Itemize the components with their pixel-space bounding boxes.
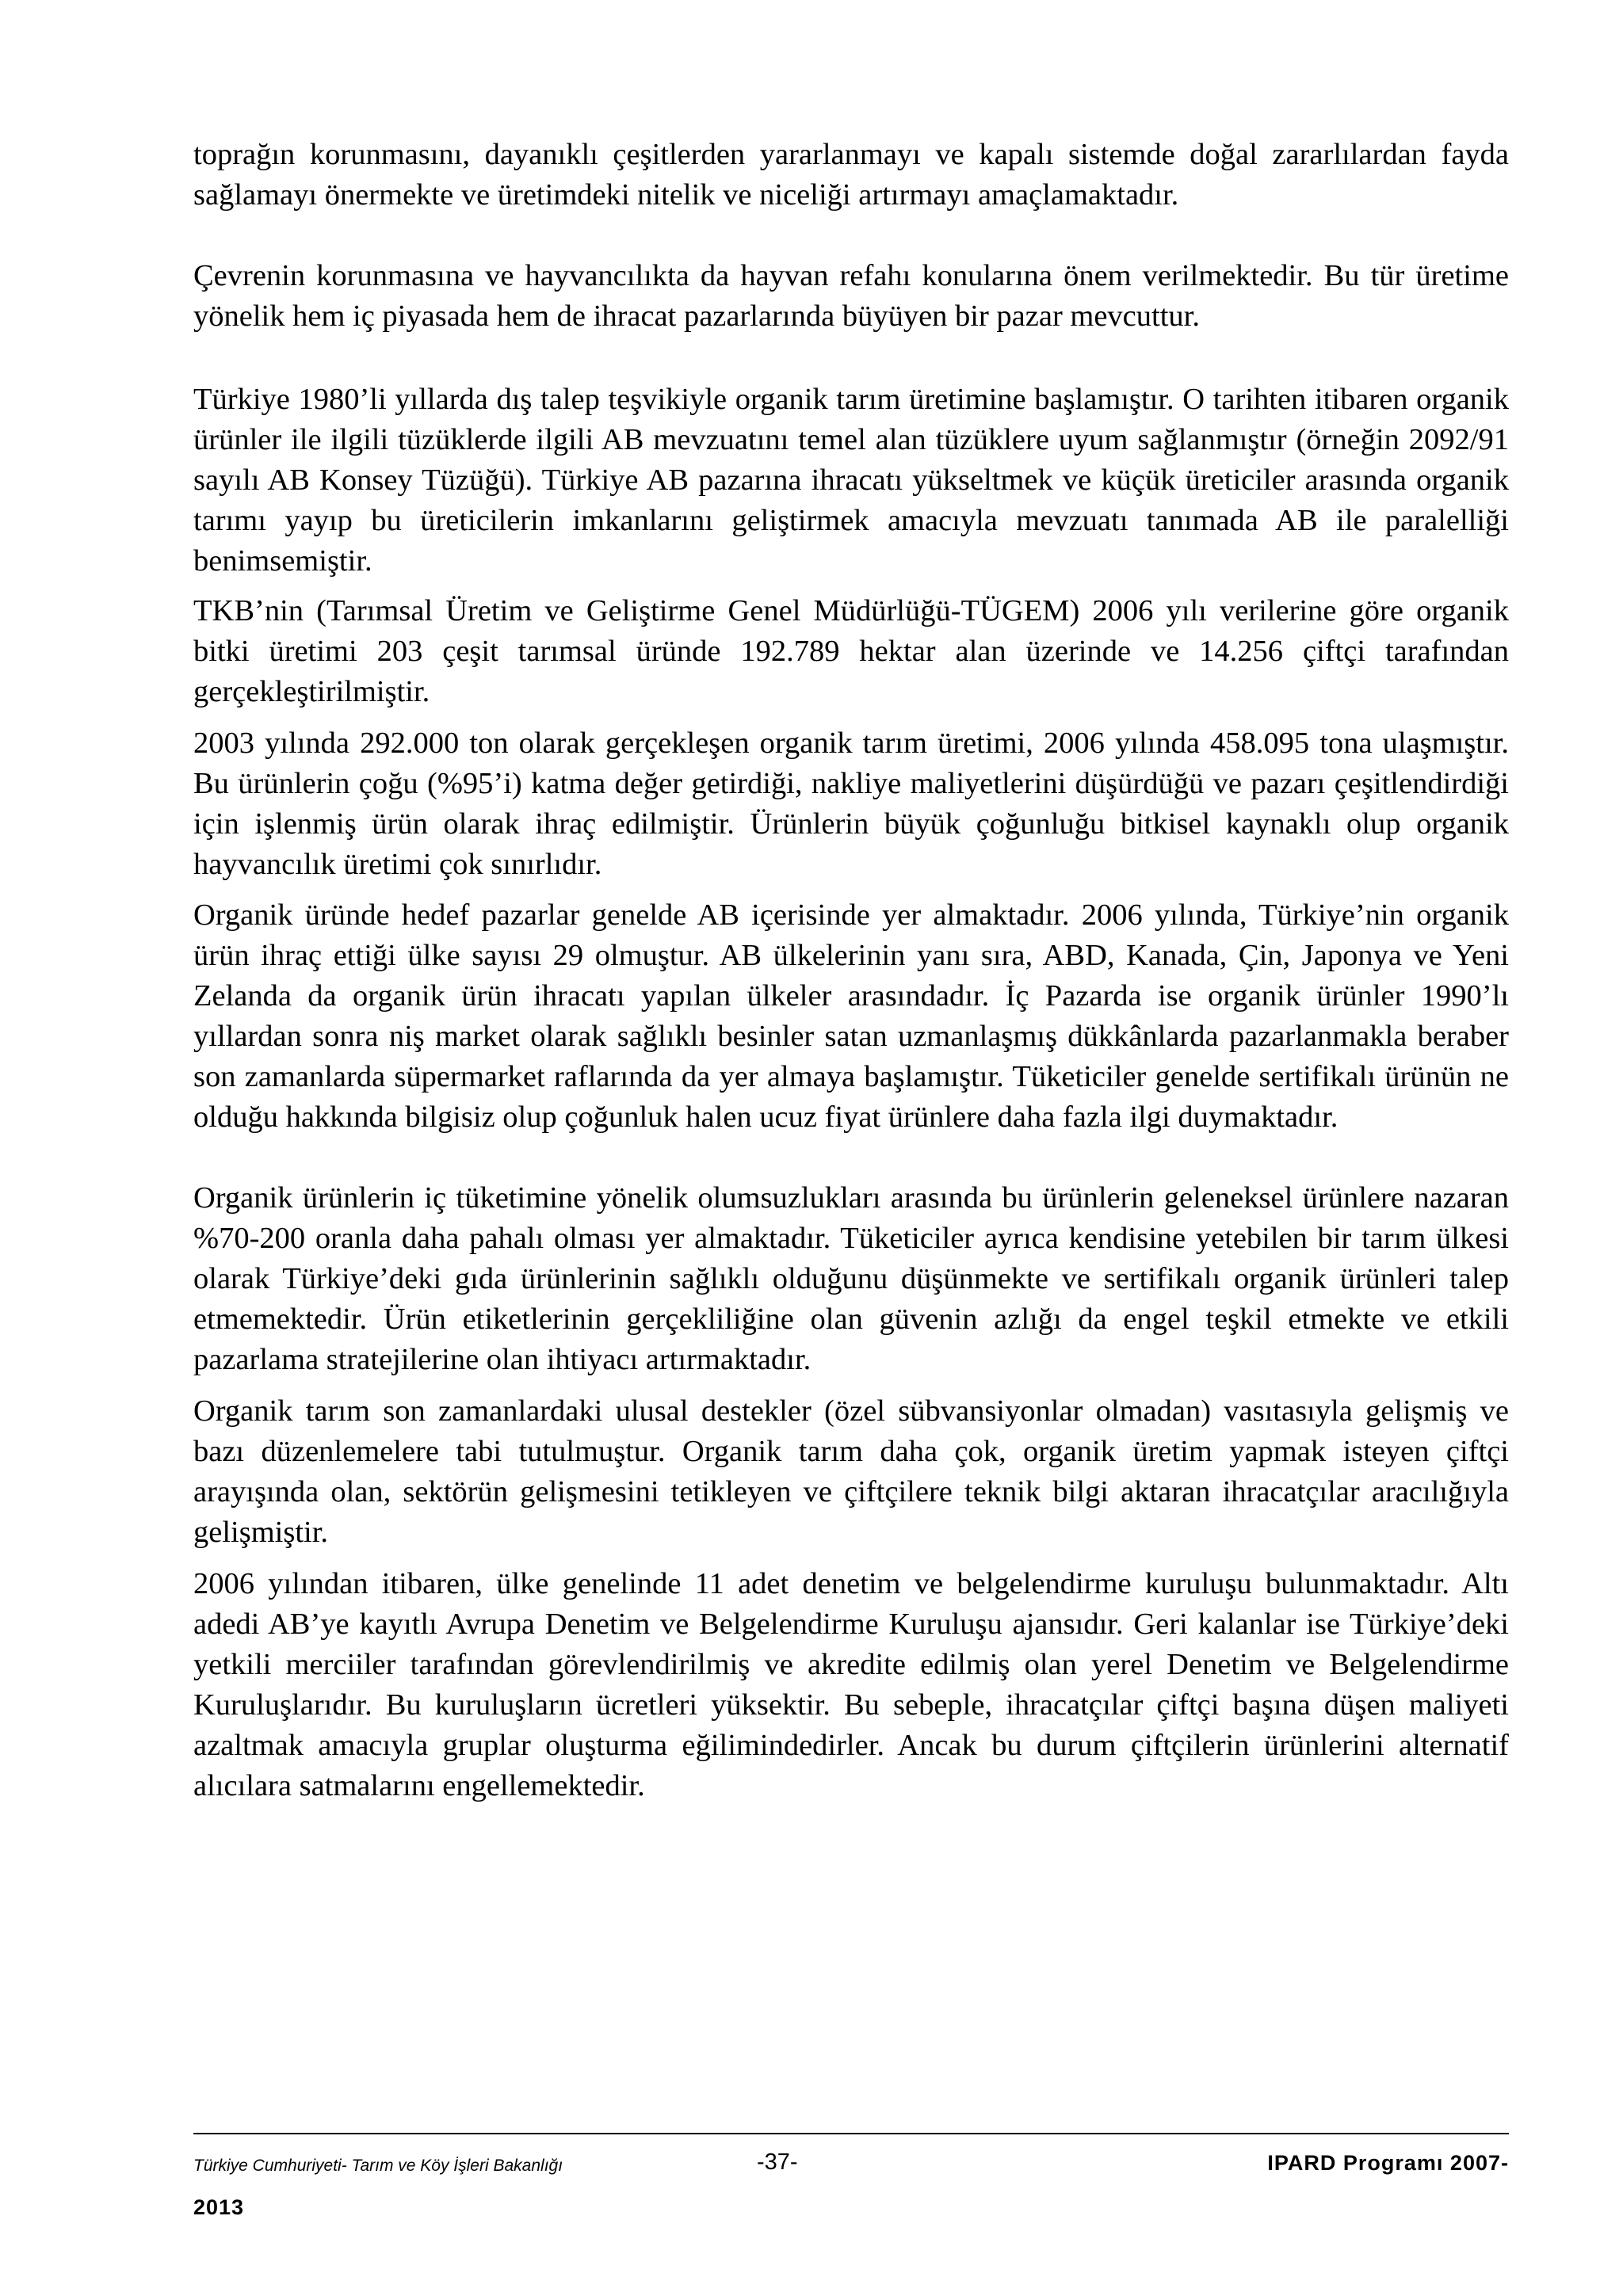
footer-ministry: Türkiye Cumhuriyeti- Tarım ve Köy İşleri Bakanlığı — [193, 2157, 563, 2175]
footer-divider — [193, 2133, 1509, 2134]
paragraph-1: toprağın korunmasını, dayanıklı çeşitlerden yararlanmayı ve kapalı sistemde doğal zararlılardan fayda sağlamayı önermekte ve üretimdeki nitelik ve niceliği artırmayı amaçlamaktadır. — [193, 138, 1509, 212]
page-body — [193, 135, 1509, 1806]
paragraph-7: Organik ürünlerin iç tüketimine yönelik olumsuzlukları arasında bu ürünlerin geleneksel ürünlere nazaran %70-200 oranla daha pahalı olması yer almaktadır. Tüketiciler ayrıca kendisine yetebilen bir tarım ülkesi olarak Türkiye’deki gıda ürünlerinin sağlıklı olduğunu düşünmekte ve sertifikalı organik ürünleri talep etmemektedir. Ürün etiketlerinin gerçekliliğine olan güvenin azlığı da engel teşkil etmekte ve etkili pazarlama stratejilerine olan ihtiyacı artırmaktadır. — [193, 1181, 1509, 1376]
paragraph-4: TKB’nin (Tarımsal Üretim ve Geliştirme Genel Müdürlüğü-TÜGEM) 2006 yılı verilerine göre organik bitki üretimi 203 çeşit tarımsal üründe 192.789 hektar alan üzerinde ve 14.256 çiftçi tarafından gerçekleştirilmiştir. — [193, 594, 1509, 708]
paragraph-5: 2003 yılında 292.000 ton olarak gerçekleşen organik tarım üretimi, 2006 yılında 458.095 tona ulaşmıştır. Bu ürünlerin çoğu (%95’i) katma değer getirdiği, nakliye maliyetlerini düşürdüğü ve pazarı çeşitlendirdiği için işlenmiş ürün olarak ihraç edilmiştir. Ürünlerin büyük çoğunluğu bitkisel kaynaklı olup organik hayvancılık üretimi çok sınırlıdır. — [193, 727, 1509, 881]
paragraph-2: Çevrenin korunmasına ve hayvancılıkta da hayvan refahı konularına önem verilmektedir. Bu tür üretime yönelik hem iç piyasada hem de ihracat pazarlarında büyüyen bir pazar mevcuttur. — [193, 259, 1509, 333]
paragraph-3: Türkiye 1980’li yıllarda dış talep teşvikiyle organik tarım üretimine başlamıştır. O tarihten itibaren organik ürünler ile ilgili tüzüklerde ilgili AB mevzuatını temel alan tüzüklere uyum sağlanmıştır (örneğin 2092/91 sayılı AB Konsey Tüzüğü). Türkiye AB pazarına ihracatı yükseltmek ve küçük üreticiler arasında organik tarımı yayıp bu üreticilerin imkanlarını geliştirmek amacıyla mevzuatı tanımada AB ile paralelliği benimsemiştir. — [193, 383, 1509, 578]
footer-program: IPARD Programı 2007- — [1267, 2151, 1509, 2175]
paragraph-8: Organik tarım son zamanlardaki ulusal destekler (özel sübvansiyonlar olmadan) vasıtasıyla gelişmiş ve bazı düzenlemelere tabi tutulmuştur. Organik tarım daha çok, organik üretim yapmak isteyen çiftçi arayışında olan, sektörün gelişmesini tetikleyen ve çiftçilere teknik bilgi aktaran ihracatçılar aracılığıyla gelişmiştir. — [193, 1394, 1509, 1549]
page-number: -37- — [757, 2149, 798, 2175]
paragraph-6: Organik üründe hedef pazarlar genelde AB içerisinde yer almaktadır. 2006 yılında, Türkiye’nin organik ürün ihraç ettiği ülke sayısı 29 olmuştur. AB ülkelerinin yanı sıra, ABD, Kanada, Çin, Japonya ve Yeni Zelanda da organik ürün ihracatı yapılan ülkeler arasındadır. İç Pazarda ise organik ürünler 1990’lı yıllardan sonra niş market olarak sağlıklı besinler satan uzmanlaşmış dükkânlarda pazarlanmakla beraber son zamanlarda süpermarket raflarında da yer almaya başlamıştır. Tüketiciler genelde sertifikalı ürünün ne olduğu hakkında bilgisiz olup çoğunluk halen ucuz fiyat ürünlere daha fazla ilgi duymaktadır. — [193, 898, 1509, 1134]
paragraph-9: 2006 yılından itibaren, ülke genelinde 11 adet denetim ve belgelendirme kuruluşu bulunmaktadır. Altı adedi AB’ye kayıtlı Avrupa Denetim ve Belgelendirme Kuruluşu ajansıdır. Geri kalanlar ise Türkiye’deki yetkili merciiler tarafından görevlendirilmiş ve akredite edilmiş olan yerel Denetim ve Belgelendirme Kuruluşlarıdır. Bu kuruluşların ücretleri yüksektir. Bu sebeple, ihracatçılar çiftçi başına düşen maliyeti azaltmak amacıyla gruplar oluşturma eğilimindedirler. Ancak bu durum çiftçilerin ürünlerini alternatif alıcılara satmalarını engellemektedir. — [193, 1567, 1509, 1802]
footer-year: 2013 — [193, 2195, 245, 2219]
